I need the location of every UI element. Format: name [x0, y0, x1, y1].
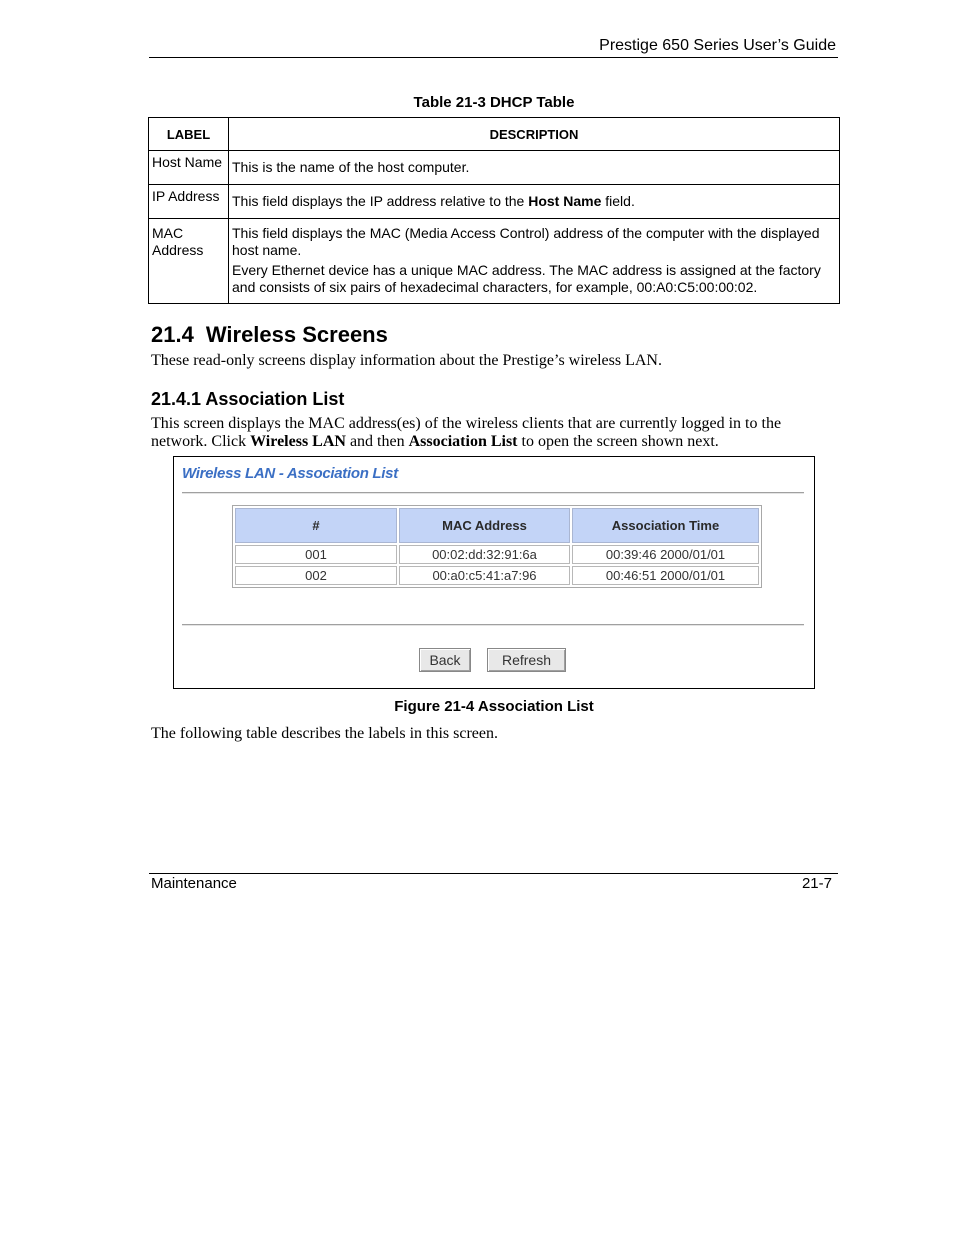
table-row	[149, 185, 840, 219]
figure-caption: Figure 21-4 Association List	[394, 698, 594, 715]
section-intro: These read-only screens display information about the Prestige’s wireless LAN.	[151, 352, 662, 369]
association-list-figure	[173, 456, 815, 689]
label-line: Address	[152, 242, 204, 258]
table-row	[235, 545, 759, 564]
dhcp-table	[148, 117, 840, 304]
section-heading	[151, 322, 388, 348]
table-row	[149, 151, 840, 185]
closing-paragraph: The following table describes the labels in this screen.	[151, 725, 499, 742]
table-header-row	[149, 118, 840, 151]
column-header-association-time: Association Time	[572, 508, 759, 543]
column-header-description: DESCRIPTION	[229, 118, 840, 151]
table-caption: Table 21-3 DHCP Table	[413, 94, 575, 111]
row-description: This is the name of the host computer.	[229, 151, 840, 185]
para-text: This screen displays the MAC address(es) of the wireless clients that are currently logged in to the network. Click	[151, 415, 782, 450]
button-bar-rule	[182, 624, 804, 626]
subsection-heading: 21.4.1 Association List	[151, 389, 345, 409]
cell-association-time: 00:39:46 2000/01/01	[572, 545, 759, 564]
column-header-number: #	[235, 508, 397, 543]
label-line: MAC	[152, 225, 184, 241]
page-number: 21-7	[801, 875, 832, 892]
table-row	[149, 219, 840, 304]
cell-number: 002	[235, 566, 397, 585]
desc-text: field.	[601, 193, 635, 209]
cell-association-time: 00:46:51 2000/01/01	[572, 566, 759, 585]
footer-rule	[149, 873, 838, 874]
row-label	[149, 219, 229, 304]
section-number: 21.4	[151, 322, 194, 347]
cell-number: 001	[235, 545, 397, 564]
footer-chapter: Maintenance	[151, 875, 237, 892]
column-header-mac-address: MAC Address	[399, 508, 570, 543]
para-bold: Association List	[408, 433, 518, 450]
cell-mac-address: 00:a0:c5:41:a7:96	[399, 566, 570, 585]
desc-paragraph: Every Ethernet device has a unique MAC address. The MAC address is assigned at the factory and consists of six pairs of hexadecimal characters, for example, 00:A0:C5:00:00:02.	[232, 262, 821, 295]
header-rule	[149, 57, 838, 58]
row-description	[229, 219, 840, 304]
desc-bold: Host Name	[528, 193, 602, 209]
subsection-paragraph	[151, 415, 841, 451]
row-label: IP Address	[149, 185, 229, 219]
association-table	[232, 505, 762, 588]
desc-paragraph: This field displays the MAC (Media Access Control) address of the computer with the displayed host name.	[232, 225, 820, 258]
association-header-row	[235, 508, 759, 543]
para-text: and then	[345, 433, 409, 450]
column-header-label: LABEL	[149, 118, 229, 151]
desc-text: This field displays the IP address relative to the	[232, 193, 529, 209]
cell-mac-address: 00:02:dd:32:91:6a	[399, 545, 570, 564]
table-row	[235, 566, 759, 585]
row-description	[229, 185, 840, 219]
section-title: Wireless Screens	[205, 322, 388, 347]
row-label: Host Name	[149, 151, 229, 185]
para-bold: Wireless LAN	[250, 433, 346, 450]
para-text: to open the screen shown next.	[517, 433, 719, 450]
screen-title: Wireless LAN - Association List	[182, 465, 398, 482]
back-button[interactable]: Back	[419, 648, 471, 672]
running-header: Prestige 650 Series User’s Guide	[599, 37, 836, 54]
refresh-button[interactable]: Refresh	[487, 648, 566, 672]
screen-title-rule	[182, 492, 804, 494]
